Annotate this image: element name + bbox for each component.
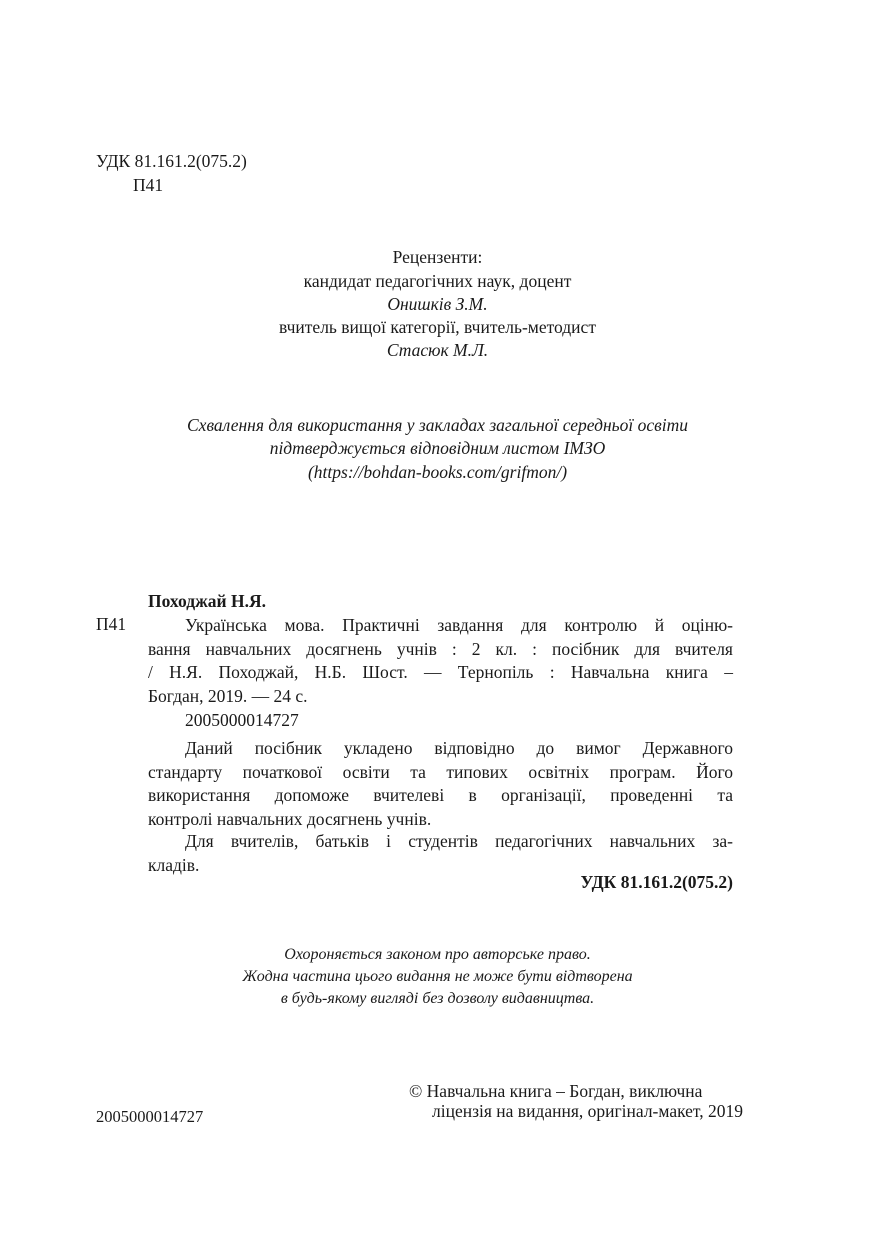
approval-line-2: підтверджується відповідним листом ІМЗО (269, 438, 606, 458)
approval-line-1: Схвалення для використання у закладах загальної середньої освіти (187, 415, 688, 435)
copyright-line-3: в будь-якому вигляді без дозволу видавництва. (280, 990, 595, 1007)
approval-line-3: (https://bohdan-books.com/grifmon/) (307, 462, 568, 482)
audience-line: кладів. (148, 854, 200, 875)
reviewers-heading: Рецензенти: (392, 247, 483, 267)
reviewer-2-title: вчитель вищої категорії, вчитель-методист (279, 317, 596, 337)
description-line: / Н.Я. Походжай, Н.Б. Шост. — Тернопіль : Навчальна книга – (148, 662, 733, 682)
udk-code: УДК 81.161.2(075.2) (96, 151, 247, 171)
record-annotation (148, 737, 733, 831)
description-line: вання навчальних досягнень учнів : 2 кл. : посібник для вчителя (148, 638, 733, 659)
copyright-line-1: Охороняється законом про авторське право. (284, 946, 591, 963)
copyright-line-2: Жодна частина цього видання не може бути відтворена (242, 968, 633, 985)
barcode-number: 2005000014727 (96, 1107, 204, 1126)
author-mark: П41 (133, 175, 164, 195)
description-line: Українська мова. Практичні завдання для контролю й оціню- (185, 615, 733, 635)
reviewer-1-title: кандидат педагогічних наук, доцент (303, 271, 572, 291)
annotation-line: Даний посібник укладено відповідно до вимог Державного (185, 738, 733, 758)
record-author: Походжай Н.Я. (148, 591, 267, 611)
reviewer-1-name: Онишків З.М. (387, 294, 488, 314)
description-line: Богдан, 2019. — 24 с. (148, 685, 308, 706)
record-description (148, 614, 733, 708)
record-isbn: 2005000014727 (185, 710, 299, 730)
annotation-line: стандарту початкової освіти та типових освітніх програм. Його (148, 761, 733, 782)
publisher-line-2: ліцензія на видання, оригінал-макет, 2019 (432, 1101, 744, 1121)
annotation-line: використання допоможе вчителеві в організації, проведенні та (148, 785, 733, 805)
audience-line: Для вчителів, батьків і студентів педагогічних навчальних за- (185, 831, 733, 851)
record-udk-bottom: УДК 81.161.2(075.2) (580, 872, 733, 892)
reviewer-2-name: Стасюк М.Л. (386, 340, 489, 360)
record-mark: П41 (96, 614, 127, 634)
publisher-line-1: © Навчальна книга – Богдан, виключна (409, 1081, 703, 1101)
annotation-line: контролі навчальних досягнень учнів. (148, 808, 432, 829)
record-audience (148, 830, 733, 877)
